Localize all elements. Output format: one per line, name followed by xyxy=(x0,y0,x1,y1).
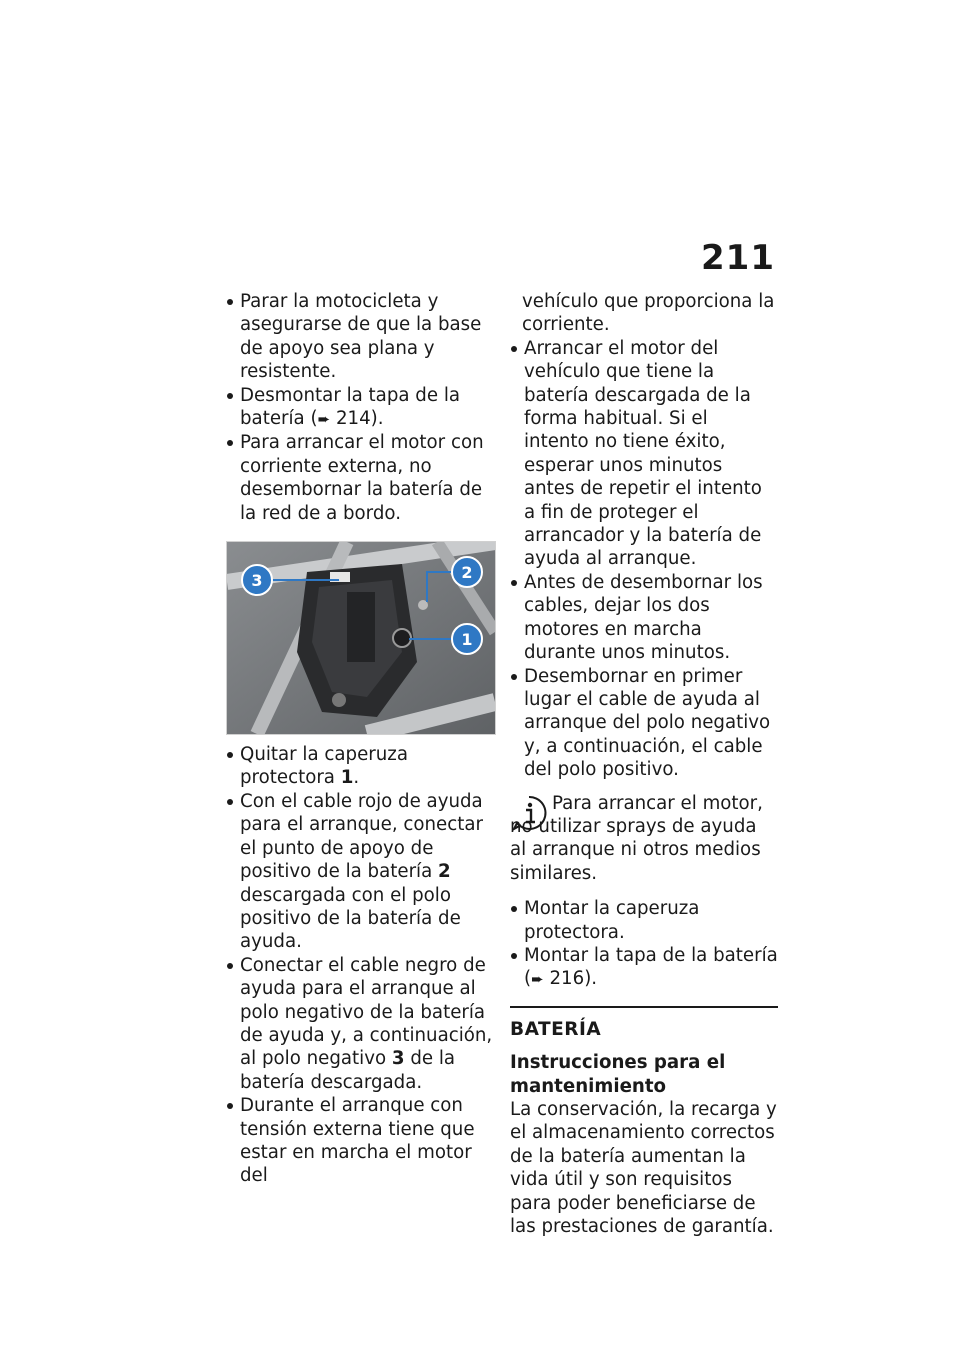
right-column xyxy=(510,290,778,1238)
list-item: Montar la tapa de la batería (➨ 216). xyxy=(510,944,778,992)
page-reference-arrow-icon: ➨ xyxy=(317,410,331,429)
page-reference[interactable]: 216). xyxy=(549,968,598,990)
svg-text:1: 1 xyxy=(461,630,473,650)
reference-number: 2 xyxy=(438,861,451,883)
note-text: Para arrancar el motor, no utilizar sprays de ayuda al arranque ni otros medios similares. xyxy=(510,792,763,884)
left-column xyxy=(226,290,494,1188)
list-item: Durante el arranque con tensión externa tiene que estar en marcha el motor del xyxy=(226,1094,494,1188)
callout-3 xyxy=(242,565,272,595)
paragraph: La conservación, la recarga y el almacenamiento correctos de la batería aumentan la vida útil y son requisitos para poder beneficiarse de las prestaciones de garantía. xyxy=(510,1099,777,1238)
info-icon xyxy=(510,794,548,832)
reference-number: 1 xyxy=(340,767,354,789)
steps-list-top xyxy=(226,290,494,525)
svg-text:3: 3 xyxy=(251,571,263,591)
page-number: 211 xyxy=(701,238,775,278)
steps-list-right xyxy=(510,290,778,782)
list-item: Desmontar la tapa de la batería (➨ 214). xyxy=(226,384,494,432)
list-item: Arrancar el motor del vehículo que tiene la batería descargada de la forma habitual. Si el intento no tiene éxito, esperar unos minutos antes de repetir el intento a fin de proteger el arrancador y la batería de ayuda al arranque. xyxy=(510,337,778,571)
list-item: Parar la motocicleta y asegurarse de que la base de apoyo sea plana y resistente. xyxy=(226,290,494,384)
section-divider xyxy=(510,1006,778,1008)
callout-2 xyxy=(452,557,482,587)
list-item: Conectar el cable negro de ayuda para el arranque al polo negativo de la batería de ayuda y, a continuación, al polo negativo 3 de la batería descargada. xyxy=(226,954,494,1094)
battery-illustration xyxy=(227,542,495,734)
list-item: Antes de desembornar los cables, dejar los dos motores en marcha durante unos minutos. xyxy=(510,571,778,665)
steps-list-right-2 xyxy=(510,897,778,992)
list-item: Con el cable rojo de ayuda para el arranque, conectar el punto de apoyo de positivo de la batería 2 descargada con el polo positivo de la batería de ayuda. xyxy=(226,790,494,954)
callout-1 xyxy=(452,624,482,654)
page-reference-arrow-icon: ➨ xyxy=(531,970,544,989)
list-item: Desembornar en primer lugar el cable de ayuda al arranque del polo negativo y, a continuación, el cable del polo positivo. xyxy=(510,665,778,782)
page-reference[interactable]: 214). xyxy=(335,408,384,430)
list-item: Montar la caperuza protectora. xyxy=(510,897,778,944)
list-item-continued: vehículo que proporciona la corriente. xyxy=(522,291,775,336)
subsection-title: Instrucciones para el mantenimiento xyxy=(510,1052,726,1097)
info-note xyxy=(510,792,778,886)
steps-list-bottom xyxy=(226,743,494,1188)
battery-figure xyxy=(226,541,496,735)
svg-text:2: 2 xyxy=(461,563,473,583)
list-item: Para arrancar el motor con corriente externa, no desembornar la batería de la red de a bordo. xyxy=(226,431,494,525)
reference-number: 3 xyxy=(391,1048,405,1070)
section-title: BATERÍA xyxy=(510,1018,602,1040)
list-item: Quitar la caperuza protectora 1. xyxy=(226,743,494,790)
